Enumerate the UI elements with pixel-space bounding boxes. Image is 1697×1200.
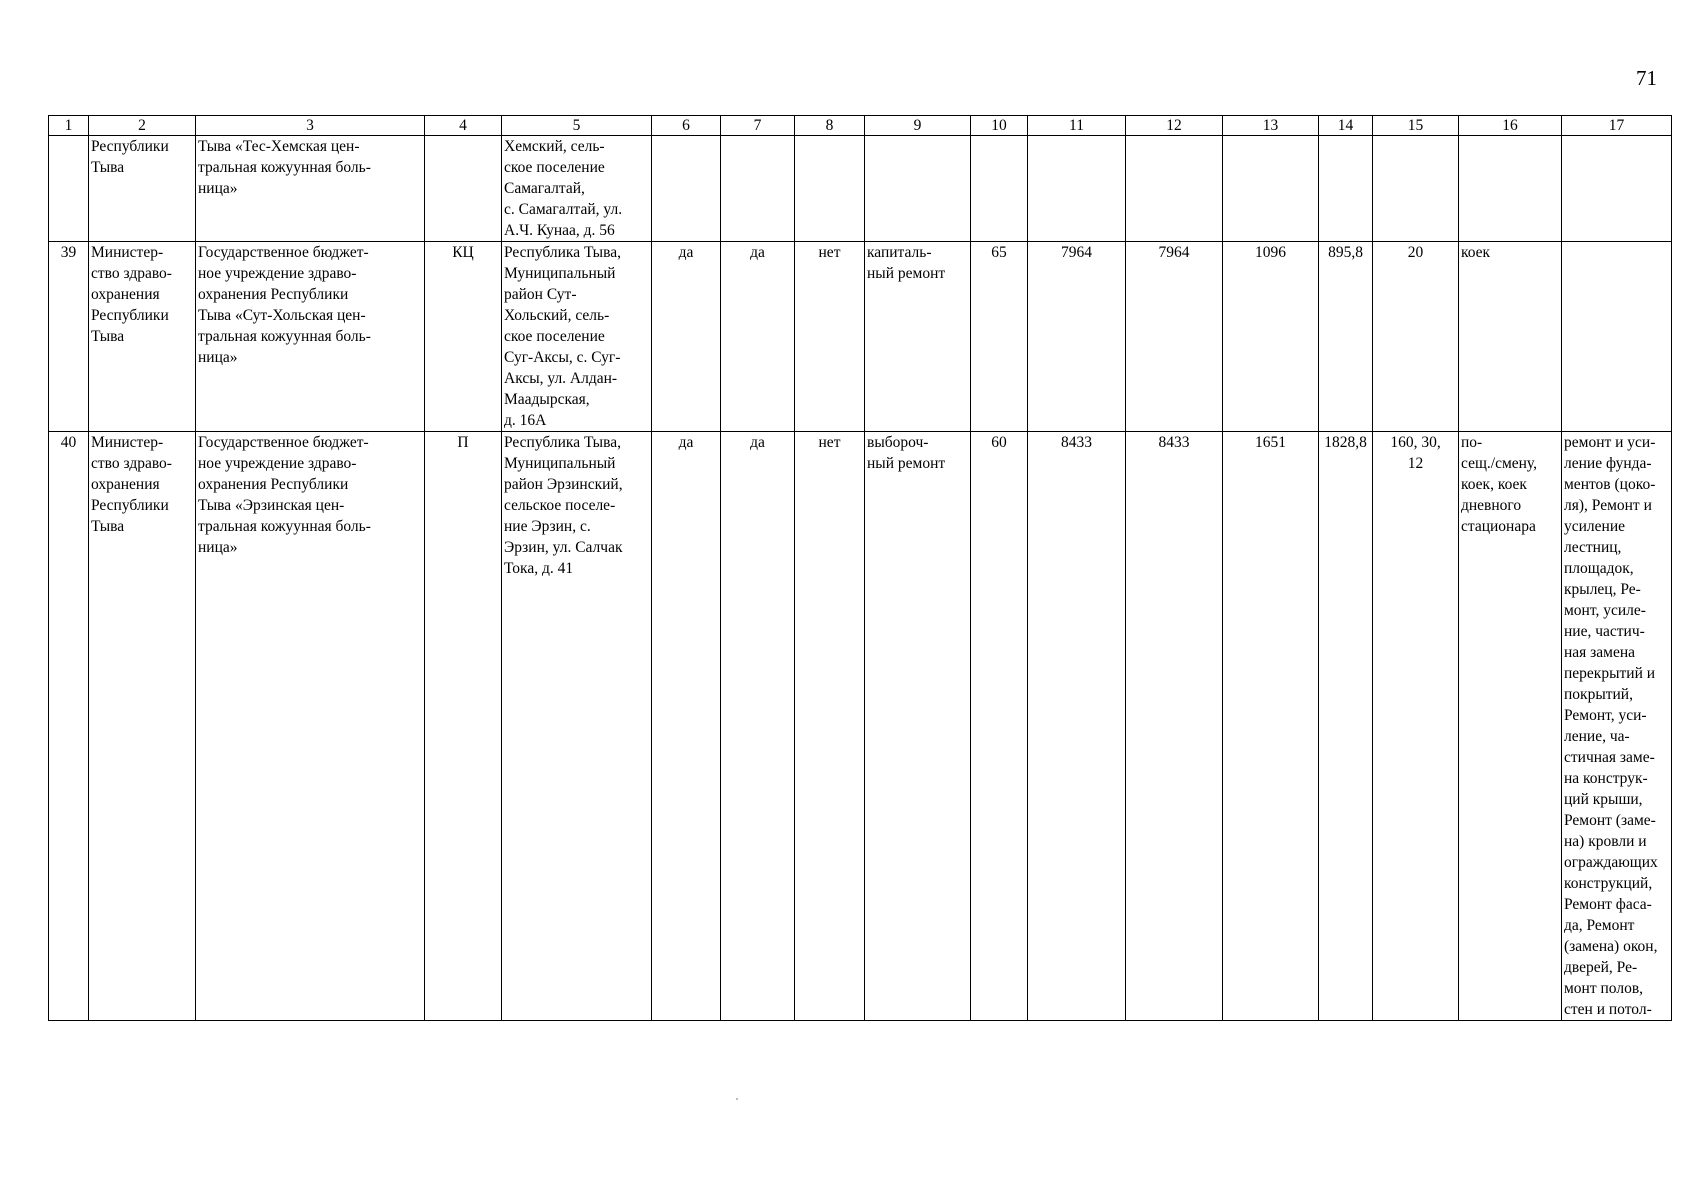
cell-col10: 60 [971,432,1028,1021]
cell-col8: нет [795,242,865,432]
cell-works [1562,136,1672,242]
cell-repair-kind: выбороч- ный ремонт [865,432,971,1021]
col-header-9: 9 [865,116,971,136]
cell-number [49,136,89,242]
cell-col6: да [652,242,721,432]
cell-col12 [1126,136,1223,242]
col-header-11: 11 [1028,116,1126,136]
table-row [49,242,1672,432]
col-header-13: 13 [1223,116,1319,136]
cell-col7 [721,136,795,242]
cell-number: 40 [49,432,89,1021]
cell-col10 [971,136,1028,242]
col-header-12: 12 [1126,116,1223,136]
cell-col12: 8433 [1126,432,1223,1021]
cell-col7: да [721,242,795,432]
cell-type [425,136,502,242]
col-header-5: 5 [502,116,652,136]
cell-col11: 8433 [1028,432,1126,1021]
cell-col13 [1223,136,1319,242]
cell-works [1562,242,1672,432]
cell-type: П [425,432,502,1021]
cell-type: КЦ [425,242,502,432]
cell-works: ремонт и уси- ление фунда- ментов (цоко- ля), Ремонт и усиление лестниц, площадок, крылец, Ре- монт, усиле- ние, частич- ная замена перекрытий и покрытий, Ремонт, уси- ление, ча- стичная заме- на конструк- ций крыши, Ремонт (заме- на) кровли и ограждающих конструкций, Ремонт фаса- да, Ремонт (замена) окон, дверей, Ре- монт полов, стен и потол- [1562,432,1672,1021]
col-header-6: 6 [652,116,721,136]
column-number-row [49,116,1672,136]
col-header-16: 16 [1459,116,1562,136]
cell-col14: 895,8 [1319,242,1373,432]
cell-address: Республика Тыва, Муниципальный район Сут- Хольский, сель- ское поселение Суг-Аксы, с. Суг- Аксы, ул. Алдан- Маадырская, д. 16А [502,242,652,432]
cell-col7: да [721,432,795,1021]
cell-col15: 20 [1373,242,1459,432]
cell-repair-kind [865,136,971,242]
cell-col15 [1373,136,1459,242]
col-header-10: 10 [971,116,1028,136]
cell-col13: 1651 [1223,432,1319,1021]
cell-col6: да [652,432,721,1021]
table-row [49,432,1672,1021]
page-number: 71 [1636,66,1657,90]
cell-col10: 65 [971,242,1028,432]
col-header-7: 7 [721,116,795,136]
col-header-2: 2 [89,116,196,136]
cell-institution: Тыва «Тес-Хемская цен- тральная кожуунная боль- ница» [196,136,425,242]
cell-col6 [652,136,721,242]
repair-objects-table [48,115,1672,1021]
cell-address: Республика Тыва, Муниципальный район Эрзинский, сельское поселе- ние Эрзин, с. Эрзин, ул. Салчак Тока, д. 41 [502,432,652,1021]
cell-col8 [795,136,865,242]
cell-institution: Государственное бюджет- ное учреждение здраво- охранения Республики Тыва «Сут-Хольская цен- тральная кожуунная боль- ница» [196,242,425,432]
cell-ministry: Министер- ство здраво- охранения Республики Тыва [89,432,196,1021]
cell-repair-kind: капиталь- ный ремонт [865,242,971,432]
cell-number: 39 [49,242,89,432]
col-header-15: 15 [1373,116,1459,136]
cell-col8: нет [795,432,865,1021]
cell-col15: 160, 30, 12 [1373,432,1459,1021]
col-header-8: 8 [795,116,865,136]
cell-units: по- сещ./смену, коек, коек дневного стационара [1459,432,1562,1021]
scan-speck [736,1098,738,1100]
cell-col12: 7964 [1126,242,1223,432]
cell-col11 [1028,136,1126,242]
col-header-17: 17 [1562,116,1672,136]
cell-ministry: Министер- ство здраво- охранения Республики Тыва [89,242,196,432]
table-row [49,136,1672,242]
col-header-4: 4 [425,116,502,136]
cell-ministry: Республики Тыва [89,136,196,242]
cell-col13: 1096 [1223,242,1319,432]
col-header-1: 1 [49,116,89,136]
cell-col14: 1828,8 [1319,432,1373,1021]
cell-address: Хемский, сель- ское поселение Самагалтай, с. Самагалтай, ул. А.Ч. Кунаа, д. 56 [502,136,652,242]
col-header-3: 3 [196,116,425,136]
cell-units [1459,136,1562,242]
cell-col14 [1319,136,1373,242]
cell-units: коек [1459,242,1562,432]
cell-col11: 7964 [1028,242,1126,432]
col-header-14: 14 [1319,116,1373,136]
cell-institution: Государственное бюджет- ное учреждение здраво- охранения Республики Тыва «Эрзинская цен- тральная кожуунная боль- ница» [196,432,425,1021]
